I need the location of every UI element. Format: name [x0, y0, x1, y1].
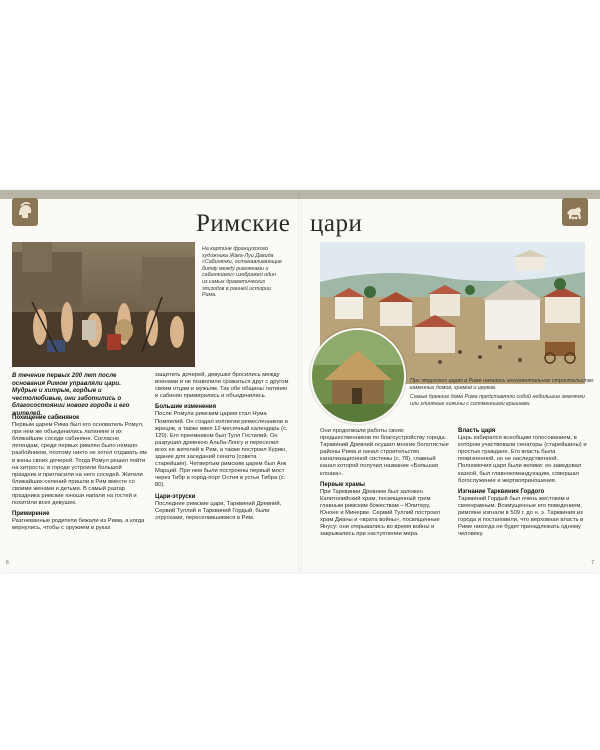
roman-helmet-icon — [12, 198, 38, 226]
page-number-left: 6 — [6, 560, 9, 566]
heading-first-temples: Первые храмы — [320, 481, 366, 488]
ancient-hut-illustration — [310, 328, 406, 424]
heading-big-changes: Большие изменения — [155, 404, 217, 411]
heading-reconciliation: Примирение — [12, 511, 50, 518]
page-title-right: цари — [310, 210, 363, 237]
paragraph-abduction: Первым царем Рима был его основатель Ромул, при нем же объединились латиняне и их ближайшие соседи сабиняне. Согласно легендам, среди первых римлян было немало разбойников, поэтому никто не хотел отдавать им в жены своих дочерей. Тогда Ромул решил пойти на хитрость: в городе устроили большой праздник и пригласили на него соседей. Жители ближайших селений пришли в Рим вместе со своими женами и детьми. В самый разгар праздника римские юноши напали на гостей и похитили всех девушек. — [12, 422, 147, 507]
heading-exile-tarquin: Изгнание Тарквиния Гордого — [458, 488, 545, 495]
left-column-2 — [155, 372, 290, 526]
right-page — [300, 190, 600, 572]
page-title-left: Римские — [196, 210, 291, 237]
paragraph-big-changes: После Ромула римским царем стал Нума Помпилий. Он создал коллегии ремесленников и жрецов, а также ввел 12-месячный календарь (с. 120). Его преемником был Тулл Гостилий. Он разрушил древнюю Альба-Лонгу и переселил всех ее жителей в Рим, а также построил Курию, здание для заседаний сената (совета старейшин). Четвертым римским царем был Анк Марций. При нем были построены первый мост через Тибр и город-порт Остия в устье Тибра (с. 80). — [155, 411, 288, 489]
painting-sabine-women — [12, 242, 195, 367]
page-number-right: 7 — [591, 560, 594, 566]
lead-paragraph: В течение первых 200 лет после основания Римом управляли цари. Мудрые и хитрые, гордые и честолюбивые, они заботились о благосостоянии нового города и его жителей. — [12, 372, 130, 417]
right-column-1 — [320, 428, 450, 542]
paragraph-continued: защитить дочерей, девушки бросились между воинами и не позволили сражаться друг с другом своим отцам и мужьям. Так обе общины латинян и сабинян примирились и объединились. — [155, 372, 289, 400]
left-page — [0, 190, 300, 572]
top-band — [0, 190, 300, 199]
village-caption: При этрусских царях в Риме началось монументальное строительство каменных домов, храмов и церков. — [410, 378, 594, 391]
hut-caption: Самые древние дома Рима представляли собой небольшие землянки или глиняные хижины с соломенными крышами. — [410, 394, 585, 407]
paragraph-kings-power: Царь избирался всеобщим голосованием, в котором участвовали сенаторы (старейшины) и простые граждане. Его власть была пожизненной, но не наследственной. Полномочия царя были велики: он заведовал казной, был главнокомандующим, совершал богослужение и жертвоприношения. — [458, 435, 587, 484]
paragraph-works: Они продолжали работы своих предшественников по благоустройству города. Тарквиний Древний осушил многие болотистые районы Рима и начал строительство канализационной системы (с. 78), главный канал которой получил название «Большая клоака». — [320, 428, 449, 477]
she-wolf-icon — [562, 198, 588, 226]
heading-abduction: Похищение сабинянок — [12, 415, 80, 421]
painting-caption: На картине французского художника Жака-Луи Давида «Сабинянки, останавливающие битву между римлянами и сабинянами» изображен один из самых драматических эпизодов в ранней истории Рима. — [202, 246, 283, 299]
left-column-1 — [12, 415, 147, 537]
paragraph-etruscan-kings: Последние римские цари, Тарквиний Древний, Сервий Туллий и Тарквиний Гордый, были этрусками, переселившимися в Рим. — [155, 500, 282, 521]
top-band — [300, 190, 600, 199]
heading-kings-power: Власть царя — [458, 428, 496, 434]
paragraph-first-temples: При Тарквинии Древнем был заложен Капитолийский храм, посвященный трем главным римским божествам – Юпитеру, Юноне и Минерве. Сервий Туллий построил храм Дианы и «врата войны», посвященные Янусу: они открывались во время войны и закрывались при наступлении мира. — [320, 488, 440, 538]
paragraph-reconciliation: Разгневанные родители бежали из Рима, а когда вернулись, чтобы с оружием в руках — [12, 518, 145, 532]
book-spread — [0, 190, 600, 572]
heading-etruscan-kings: Цари-этруски — [155, 493, 196, 500]
right-column-2 — [458, 428, 593, 542]
paragraph-exile-tarquin: Тарквиний Гордый был очень жестоким и своенравным. Возмущенные его поведением, римляне изгнали в 509 г. до н. э. Тарквиния из города и постановили, что верховная власть в Риме никогда не будет принадлежать одному человеку. — [458, 495, 584, 538]
